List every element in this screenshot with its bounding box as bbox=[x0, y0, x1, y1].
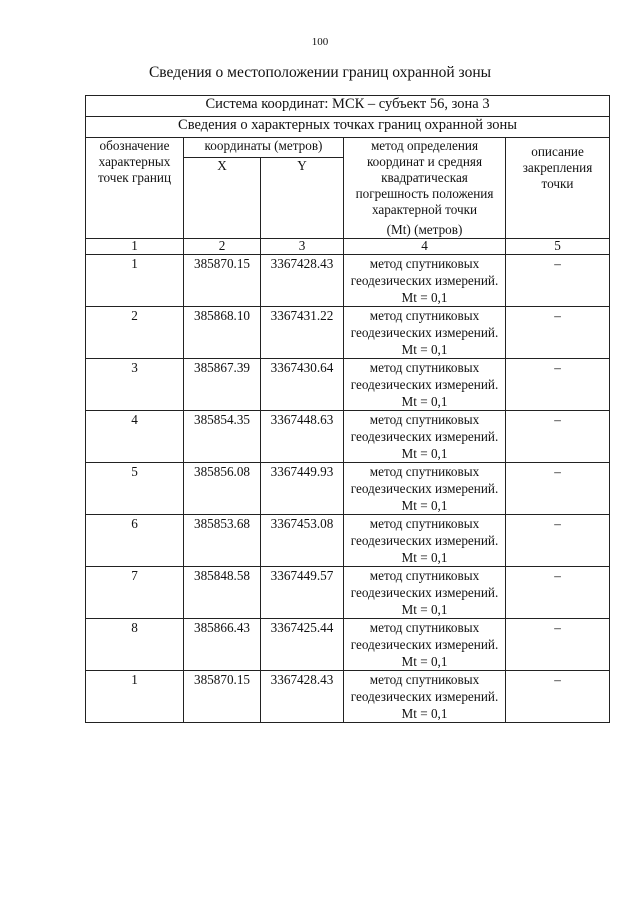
x-coordinate-cell: 385867.39 bbox=[184, 359, 261, 411]
y-coordinate-cell: 3367449.57 bbox=[261, 567, 344, 619]
fixing-cell: – bbox=[506, 515, 610, 567]
method-cell: метод спутниковых геодезических измерений. Mt = 0,1 bbox=[344, 671, 506, 723]
point-cell: 6 bbox=[86, 515, 184, 567]
column-number: 2 bbox=[184, 239, 261, 255]
header-point-designation: обозначение характерных точек границ bbox=[86, 138, 184, 239]
x-coordinate-cell: 385853.68 bbox=[184, 515, 261, 567]
column-number: 5 bbox=[506, 239, 610, 255]
point-cell: 4 bbox=[86, 411, 184, 463]
table-row bbox=[86, 567, 610, 619]
x-coordinate-cell: 385870.15 bbox=[184, 671, 261, 723]
point-cell: 8 bbox=[86, 619, 184, 671]
point-cell: 5 bbox=[86, 463, 184, 515]
page-number: 100 bbox=[311, 36, 329, 48]
fixing-cell: – bbox=[506, 567, 610, 619]
x-coordinate-cell: 385870.15 bbox=[184, 255, 261, 307]
fixing-cell: – bbox=[506, 307, 610, 359]
column-number: 4 bbox=[344, 239, 506, 255]
method-cell: метод спутниковых геодезических измерений. Mt = 0,1 bbox=[344, 255, 506, 307]
table-row bbox=[86, 463, 610, 515]
fixing-cell: – bbox=[506, 463, 610, 515]
y-coordinate-cell: 3367428.43 bbox=[261, 255, 344, 307]
coordinates-table bbox=[85, 95, 610, 723]
method-cell: метод спутниковых геодезических измерений. Mt = 0,1 bbox=[344, 515, 506, 567]
column-numbers-row bbox=[86, 239, 610, 255]
method-cell: метод спутниковых геодезических измерений. Mt = 0,1 bbox=[344, 411, 506, 463]
x-coordinate-cell: 385854.35 bbox=[184, 411, 261, 463]
coordinate-system-row: Система координат: МСК – субъект 56, зона 3 bbox=[86, 96, 610, 117]
section-title-row: Сведения о характерных точках границ охранной зоны bbox=[86, 117, 610, 138]
method-cell: метод спутниковых геодезических измерений. Mt = 0,1 bbox=[344, 619, 506, 671]
method-cell: метод спутниковых геодезических измерений. Mt = 0,1 bbox=[344, 359, 506, 411]
fixing-cell: – bbox=[506, 411, 610, 463]
method-cell: метод спутниковых геодезических измерений. Mt = 0,1 bbox=[344, 307, 506, 359]
point-cell: 7 bbox=[86, 567, 184, 619]
document-title: Сведения о местоположении границ охранной зоны bbox=[148, 64, 492, 81]
y-coordinate-cell: 3367448.63 bbox=[261, 411, 344, 463]
point-cell: 2 bbox=[86, 307, 184, 359]
point-cell: 1 bbox=[86, 671, 184, 723]
header-y: Y bbox=[261, 157, 344, 238]
y-coordinate-cell: 3367449.93 bbox=[261, 463, 344, 515]
x-coordinate-cell: 385868.10 bbox=[184, 307, 261, 359]
header-x: X bbox=[184, 157, 261, 238]
table-row bbox=[86, 515, 610, 567]
column-number: 3 bbox=[261, 239, 344, 255]
y-coordinate-cell: 3367431.22 bbox=[261, 307, 344, 359]
method-cell: метод спутниковых геодезических измерений. Mt = 0,1 bbox=[344, 463, 506, 515]
header-method-unit: (Mt) (метров) bbox=[386, 222, 463, 237]
header-fixing: описание закрепления точки bbox=[506, 138, 610, 239]
fixing-cell: – bbox=[506, 359, 610, 411]
y-coordinate-cell: 3367453.08 bbox=[261, 515, 344, 567]
y-coordinate-cell: 3367428.43 bbox=[261, 671, 344, 723]
x-coordinate-cell: 385856.08 bbox=[184, 463, 261, 515]
header-method bbox=[344, 138, 506, 239]
fixing-cell: – bbox=[506, 671, 610, 723]
header-method-text: метод определения координат и средняя квадратическая погрешность положения характерной точки bbox=[355, 138, 494, 217]
header-coordinates: координаты (метров) bbox=[184, 138, 344, 158]
point-cell: 3 bbox=[86, 359, 184, 411]
fixing-cell: – bbox=[506, 619, 610, 671]
y-coordinate-cell: 3367425.44 bbox=[261, 619, 344, 671]
table-row bbox=[86, 255, 610, 307]
point-cell: 1 bbox=[86, 255, 184, 307]
column-number: 1 bbox=[86, 239, 184, 255]
y-coordinate-cell: 3367430.64 bbox=[261, 359, 344, 411]
fixing-cell: – bbox=[506, 255, 610, 307]
table-row bbox=[86, 671, 610, 723]
table-row bbox=[86, 307, 610, 359]
x-coordinate-cell: 385866.43 bbox=[184, 619, 261, 671]
method-cell: метод спутниковых геодезических измерений. Mt = 0,1 bbox=[344, 567, 506, 619]
x-coordinate-cell: 385848.58 bbox=[184, 567, 261, 619]
table-row bbox=[86, 359, 610, 411]
table-row bbox=[86, 411, 610, 463]
table-row bbox=[86, 619, 610, 671]
